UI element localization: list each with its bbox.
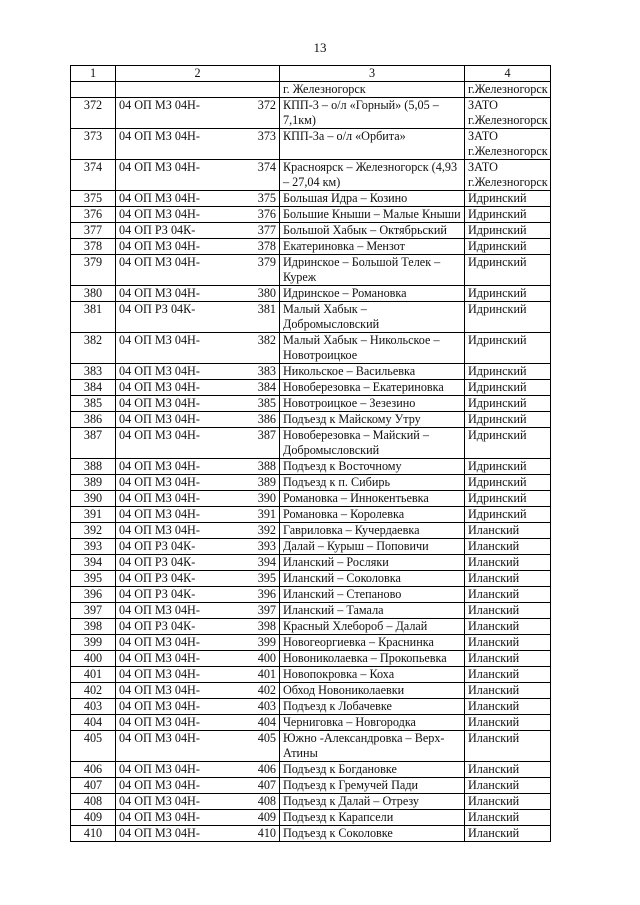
road-code: 04 ОП МЗ 04Н- <box>119 651 200 665</box>
road-code: 04 ОП МЗ 04Н- <box>119 239 200 253</box>
row-number: 386 <box>71 412 116 428</box>
table-row <box>71 98 551 129</box>
table-row <box>71 731 551 762</box>
road-name: Иланский – Степаново <box>280 587 465 603</box>
road-code-number: 398 <box>257 619 276 633</box>
row-number: 405 <box>71 731 116 762</box>
row-number: 403 <box>71 699 116 715</box>
road-name: Красноярск – Железногорск (4,93 – 27,04 км) <box>280 160 465 191</box>
table-row <box>71 555 551 571</box>
road-code-number: 374 <box>257 160 276 174</box>
row-number: 400 <box>71 651 116 667</box>
road-code-cell <box>116 396 280 412</box>
row-number: 387 <box>71 428 116 459</box>
district-name: Идринский <box>465 255 551 286</box>
district-name: Идринский <box>465 207 551 223</box>
road-name: Екатериновка – Мензот <box>280 239 465 255</box>
table-row <box>71 507 551 523</box>
road-code: 04 ОП МЗ 04Н- <box>119 160 200 174</box>
table-row <box>71 223 551 239</box>
row-number: 396 <box>71 587 116 603</box>
road-code-cell <box>116 491 280 507</box>
header-col-2: 2 <box>116 66 280 82</box>
road-name: Иланский – Росляки <box>280 555 465 571</box>
table-row <box>71 255 551 286</box>
road-name: Иланский – Тамала <box>280 603 465 619</box>
road-name: Никольское – Васильевка <box>280 364 465 380</box>
continuation-num-cell <box>71 82 116 98</box>
road-code-cell <box>116 475 280 491</box>
road-code-cell <box>116 380 280 396</box>
road-code-cell <box>116 810 280 826</box>
table-row <box>71 129 551 160</box>
road-name: Подъезд к Соколовке <box>280 826 465 842</box>
road-name: Идринское – Большой Телек – Куреж <box>280 255 465 286</box>
table-row <box>71 523 551 539</box>
road-code: 04 ОП РЗ 04К- <box>119 539 196 553</box>
road-name: Подъезд к Карапсели <box>280 810 465 826</box>
road-code-number: 388 <box>257 459 276 473</box>
road-code-cell <box>116 364 280 380</box>
row-number: 394 <box>71 555 116 571</box>
road-code-number: 390 <box>257 491 276 505</box>
row-number: 383 <box>71 364 116 380</box>
road-code: 04 ОП РЗ 04К- <box>119 555 196 569</box>
road-name: Романовка – Королевка <box>280 507 465 523</box>
road-code-cell <box>116 635 280 651</box>
row-number: 374 <box>71 160 116 191</box>
road-code-cell <box>116 333 280 364</box>
table-row <box>71 619 551 635</box>
road-name: Малый Хабык – Добромысловский <box>280 302 465 333</box>
district-name: Иланский <box>465 539 551 555</box>
table-row <box>71 412 551 428</box>
header-col-4: 4 <box>465 66 551 82</box>
row-number: 372 <box>71 98 116 129</box>
road-name: Новониколаевка – Прокопьевка <box>280 651 465 667</box>
district-name: Идринский <box>465 428 551 459</box>
table-row <box>71 571 551 587</box>
road-code: 04 ОП МЗ 04Н- <box>119 191 200 205</box>
road-code-cell <box>116 286 280 302</box>
road-name: Красный Хлебороб – Далай <box>280 619 465 635</box>
row-number: 378 <box>71 239 116 255</box>
road-name: Подъезд к Гремучей Пади <box>280 778 465 794</box>
row-number: 397 <box>71 603 116 619</box>
road-code-cell <box>116 683 280 699</box>
road-code: 04 ОП МЗ 04Н- <box>119 475 200 489</box>
district-name: Идринский <box>465 364 551 380</box>
road-code: 04 ОП МЗ 04Н- <box>119 491 200 505</box>
road-name: Романовка – Иннокентьевка <box>280 491 465 507</box>
road-code: 04 ОП МЗ 04Н- <box>119 826 200 840</box>
road-code-number: 399 <box>257 635 276 649</box>
road-code-number: 405 <box>257 731 276 745</box>
road-code-number: 378 <box>257 239 276 253</box>
road-code: 04 ОП МЗ 04Н- <box>119 699 200 713</box>
district-name: ЗАТО г.Железногорск <box>465 160 551 191</box>
road-code-cell <box>116 129 280 160</box>
road-code-number: 403 <box>257 699 276 713</box>
road-code-number: 402 <box>257 683 276 697</box>
road-name: Подъезд к Лобачевке <box>280 699 465 715</box>
road-code-number: 375 <box>257 191 276 205</box>
district-name: Иланский <box>465 778 551 794</box>
district-name: Идринский <box>465 223 551 239</box>
road-code-number: 394 <box>257 555 276 569</box>
road-code-number: 376 <box>257 207 276 221</box>
table-row <box>71 239 551 255</box>
road-code-number: 373 <box>257 129 276 143</box>
road-code: 04 ОП МЗ 04Н- <box>119 412 200 426</box>
road-code: 04 ОП МЗ 04Н- <box>119 683 200 697</box>
road-code: 04 ОП МЗ 04Н- <box>119 255 200 269</box>
road-code-number: 382 <box>257 333 276 347</box>
road-code-number: 401 <box>257 667 276 681</box>
road-code-number: 383 <box>257 364 276 378</box>
row-number: 384 <box>71 380 116 396</box>
road-name: Подъезд к Майскому Утру <box>280 412 465 428</box>
continuation-row <box>71 82 551 98</box>
road-code-cell <box>116 587 280 603</box>
road-code-number: 409 <box>257 810 276 824</box>
road-name: Новотроицкое – Зезезино <box>280 396 465 412</box>
continuation-code-cell <box>116 82 280 98</box>
road-name: Подъезд к п. Сибирь <box>280 475 465 491</box>
row-number: 408 <box>71 794 116 810</box>
table-row <box>71 667 551 683</box>
road-code-cell <box>116 826 280 842</box>
district-name: Иланский <box>465 762 551 778</box>
road-code: 04 ОП МЗ 04Н- <box>119 286 200 300</box>
table-row <box>71 603 551 619</box>
road-name: Большой Хабык – Октябрьский <box>280 223 465 239</box>
road-code: 04 ОП МЗ 04Н- <box>119 129 200 143</box>
road-name: Южно -Александровка – Верх-Атины <box>280 731 465 762</box>
road-code-cell <box>116 667 280 683</box>
district-name: Иланский <box>465 651 551 667</box>
road-name: Иланский – Соколовка <box>280 571 465 587</box>
header-col-1: 1 <box>71 66 116 82</box>
district-name: Иланский <box>465 683 551 699</box>
road-code-cell <box>116 160 280 191</box>
row-number: 385 <box>71 396 116 412</box>
road-code: 04 ОП МЗ 04Н- <box>119 428 200 442</box>
road-code-number: 395 <box>257 571 276 585</box>
row-number: 380 <box>71 286 116 302</box>
road-code: 04 ОП МЗ 04Н- <box>119 731 200 745</box>
row-number: 409 <box>71 810 116 826</box>
table-row <box>71 810 551 826</box>
road-name: КПП-3а – о/л «Орбита» <box>280 129 465 160</box>
district-name: Иланский <box>465 667 551 683</box>
row-number: 410 <box>71 826 116 842</box>
road-code-cell <box>116 507 280 523</box>
road-code: 04 ОП МЗ 04Н- <box>119 507 200 521</box>
road-code: 04 ОП РЗ 04К- <box>119 571 196 585</box>
road-code-cell <box>116 731 280 762</box>
district-name: Иланский <box>465 555 551 571</box>
road-code-number: 372 <box>257 98 276 112</box>
row-number: 392 <box>71 523 116 539</box>
district-name: Иланский <box>465 826 551 842</box>
road-code-cell <box>116 571 280 587</box>
continuation-name-cell: г. Железногорск <box>280 82 465 98</box>
district-name: ЗАТО г.Железногорск <box>465 98 551 129</box>
table-row <box>71 207 551 223</box>
road-code: 04 ОП МЗ 04Н- <box>119 523 200 537</box>
road-code-cell <box>116 223 280 239</box>
road-code: 04 ОП МЗ 04Н- <box>119 715 200 729</box>
road-code-number: 393 <box>257 539 276 553</box>
district-name: Иланский <box>465 587 551 603</box>
road-code-cell <box>116 302 280 333</box>
district-name: Идринский <box>465 396 551 412</box>
road-code: 04 ОП МЗ 04Н- <box>119 98 200 112</box>
district-name: Иланский <box>465 619 551 635</box>
road-code-cell <box>116 794 280 810</box>
road-name: Идринское – Романовка <box>280 286 465 302</box>
road-code-number: 407 <box>257 778 276 792</box>
road-code-number: 410 <box>257 826 276 840</box>
row-number: 393 <box>71 539 116 555</box>
table-row <box>71 475 551 491</box>
table-row <box>71 160 551 191</box>
row-number: 406 <box>71 762 116 778</box>
table-row <box>71 587 551 603</box>
road-code-number: 385 <box>257 396 276 410</box>
road-code-number: 397 <box>257 603 276 617</box>
table-row <box>71 333 551 364</box>
road-name: Далай – Курыш – Поповичи <box>280 539 465 555</box>
road-code: 04 ОП МЗ 04Н- <box>119 459 200 473</box>
road-code-number: 387 <box>257 428 276 442</box>
road-code: 04 ОП РЗ 04К- <box>119 302 196 316</box>
road-code-cell <box>116 459 280 475</box>
road-name: Гавриловка – Кучердаевка <box>280 523 465 539</box>
district-name: ЗАТО г.Железногорск <box>465 129 551 160</box>
road-code-number: 381 <box>257 302 276 316</box>
road-name: Обход Новониколаевки <box>280 683 465 699</box>
road-code: 04 ОП МЗ 04Н- <box>119 333 200 347</box>
road-code: 04 ОП МЗ 04Н- <box>119 364 200 378</box>
row-number: 373 <box>71 129 116 160</box>
road-code-cell <box>116 778 280 794</box>
road-code-cell <box>116 207 280 223</box>
road-code-cell <box>116 255 280 286</box>
header-row <box>71 66 551 82</box>
road-name: Новогеоргиевка – Краснинка <box>280 635 465 651</box>
district-name: Идринский <box>465 459 551 475</box>
road-name: Подъезд к Богдановке <box>280 762 465 778</box>
row-number: 376 <box>71 207 116 223</box>
table-row <box>71 191 551 207</box>
district-name: Идринский <box>465 286 551 302</box>
road-code-cell <box>116 619 280 635</box>
table-row <box>71 794 551 810</box>
road-code: 04 ОП МЗ 04Н- <box>119 396 200 410</box>
row-number: 381 <box>71 302 116 333</box>
district-name: Идринский <box>465 191 551 207</box>
table-row <box>71 715 551 731</box>
row-number: 401 <box>71 667 116 683</box>
table-row <box>71 286 551 302</box>
district-name: Иланский <box>465 571 551 587</box>
district-name: Идринский <box>465 475 551 491</box>
row-number: 395 <box>71 571 116 587</box>
road-name: КПП-3 – о/л «Горный» (5,05 – 7,1км) <box>280 98 465 129</box>
table-row <box>71 683 551 699</box>
road-code: 04 ОП МЗ 04Н- <box>119 778 200 792</box>
road-code-number: 379 <box>257 255 276 269</box>
road-code-cell <box>116 191 280 207</box>
road-code: 04 ОП МЗ 04Н- <box>119 207 200 221</box>
road-name: Большая Идра – Козино <box>280 191 465 207</box>
district-name: Иланский <box>465 810 551 826</box>
row-number: 377 <box>71 223 116 239</box>
table-row <box>71 302 551 333</box>
road-code: 04 ОП РЗ 04К- <box>119 619 196 633</box>
road-code-cell <box>116 715 280 731</box>
road-code-cell <box>116 523 280 539</box>
table-row <box>71 364 551 380</box>
road-code-number: 396 <box>257 587 276 601</box>
road-code: 04 ОП МЗ 04Н- <box>119 603 200 617</box>
page-number: 13 <box>313 40 327 55</box>
road-name: Малый Хабык – Никольское – Новотроицкое <box>280 333 465 364</box>
road-code-number: 391 <box>257 507 276 521</box>
road-name: Новоберезовка – Майский – Добромысловский <box>280 428 465 459</box>
road-code-number: 384 <box>257 380 276 394</box>
road-code-cell <box>116 412 280 428</box>
road-code-number: 377 <box>257 223 276 237</box>
district-name: Иланский <box>465 699 551 715</box>
district-name: Иланский <box>465 603 551 619</box>
road-code: 04 ОП РЗ 04К- <box>119 223 196 237</box>
road-code: 04 ОП МЗ 04Н- <box>119 762 200 776</box>
continuation-district-cell: г.Железногорск <box>465 82 551 98</box>
district-name: Иланский <box>465 731 551 762</box>
district-name: Идринский <box>465 380 551 396</box>
road-name: Большие Кныши – Малые Кныши <box>280 207 465 223</box>
road-code-number: 400 <box>257 651 276 665</box>
road-code-number: 408 <box>257 794 276 808</box>
road-code: 04 ОП МЗ 04Н- <box>119 667 200 681</box>
road-code-cell <box>116 539 280 555</box>
road-name: Черниговка – Новгородка <box>280 715 465 731</box>
district-name: Идринский <box>465 412 551 428</box>
road-code: 04 ОП МЗ 04Н- <box>119 794 200 808</box>
road-code: 04 ОП МЗ 04Н- <box>119 635 200 649</box>
district-name: Иланский <box>465 635 551 651</box>
road-code-cell <box>116 603 280 619</box>
road-code-cell <box>116 651 280 667</box>
road-code-number: 389 <box>257 475 276 489</box>
row-number: 390 <box>71 491 116 507</box>
district-name: Иланский <box>465 794 551 810</box>
road-code-cell <box>116 699 280 715</box>
table-row <box>71 396 551 412</box>
district-name: Иланский <box>465 715 551 731</box>
road-name: Новопокровка – Коха <box>280 667 465 683</box>
district-name: Иланский <box>465 523 551 539</box>
row-number: 375 <box>71 191 116 207</box>
road-code-cell <box>116 762 280 778</box>
table-row <box>71 539 551 555</box>
district-name: Идринский <box>465 491 551 507</box>
table-row <box>71 459 551 475</box>
district-name: Идринский <box>465 507 551 523</box>
district-name: Идринский <box>465 302 551 333</box>
roads-table <box>70 65 551 842</box>
road-name: Новоберезовка – Екатериновка <box>280 380 465 396</box>
district-name: Идринский <box>465 239 551 255</box>
table-row <box>71 380 551 396</box>
road-code: 04 ОП МЗ 04Н- <box>119 810 200 824</box>
road-code-cell <box>116 98 280 129</box>
road-code: 04 ОП РЗ 04К- <box>119 587 196 601</box>
row-number: 404 <box>71 715 116 731</box>
row-number: 402 <box>71 683 116 699</box>
road-code-number: 404 <box>257 715 276 729</box>
road-code: 04 ОП МЗ 04Н- <box>119 380 200 394</box>
road-name: Подъезд к Далай – Отрезу <box>280 794 465 810</box>
road-name: Подъезд к Восточному <box>280 459 465 475</box>
row-number: 382 <box>71 333 116 364</box>
row-number: 398 <box>71 619 116 635</box>
table-row <box>71 778 551 794</box>
row-number: 379 <box>71 255 116 286</box>
row-number: 399 <box>71 635 116 651</box>
district-name: Идринский <box>465 333 551 364</box>
row-number: 391 <box>71 507 116 523</box>
road-code-number: 392 <box>257 523 276 537</box>
table-row <box>71 762 551 778</box>
table-row <box>71 428 551 459</box>
table-row <box>71 826 551 842</box>
road-code-cell <box>116 428 280 459</box>
road-code-cell <box>116 555 280 571</box>
road-code-number: 406 <box>257 762 276 776</box>
table-row <box>71 635 551 651</box>
table-row <box>71 699 551 715</box>
row-number: 388 <box>71 459 116 475</box>
table-row <box>71 651 551 667</box>
roads-table-body <box>71 66 551 842</box>
road-code-cell <box>116 239 280 255</box>
row-number: 389 <box>71 475 116 491</box>
table-row <box>71 491 551 507</box>
road-code-number: 380 <box>257 286 276 300</box>
road-code-number: 386 <box>257 412 276 426</box>
header-col-3: 3 <box>280 66 465 82</box>
row-number: 407 <box>71 778 116 794</box>
